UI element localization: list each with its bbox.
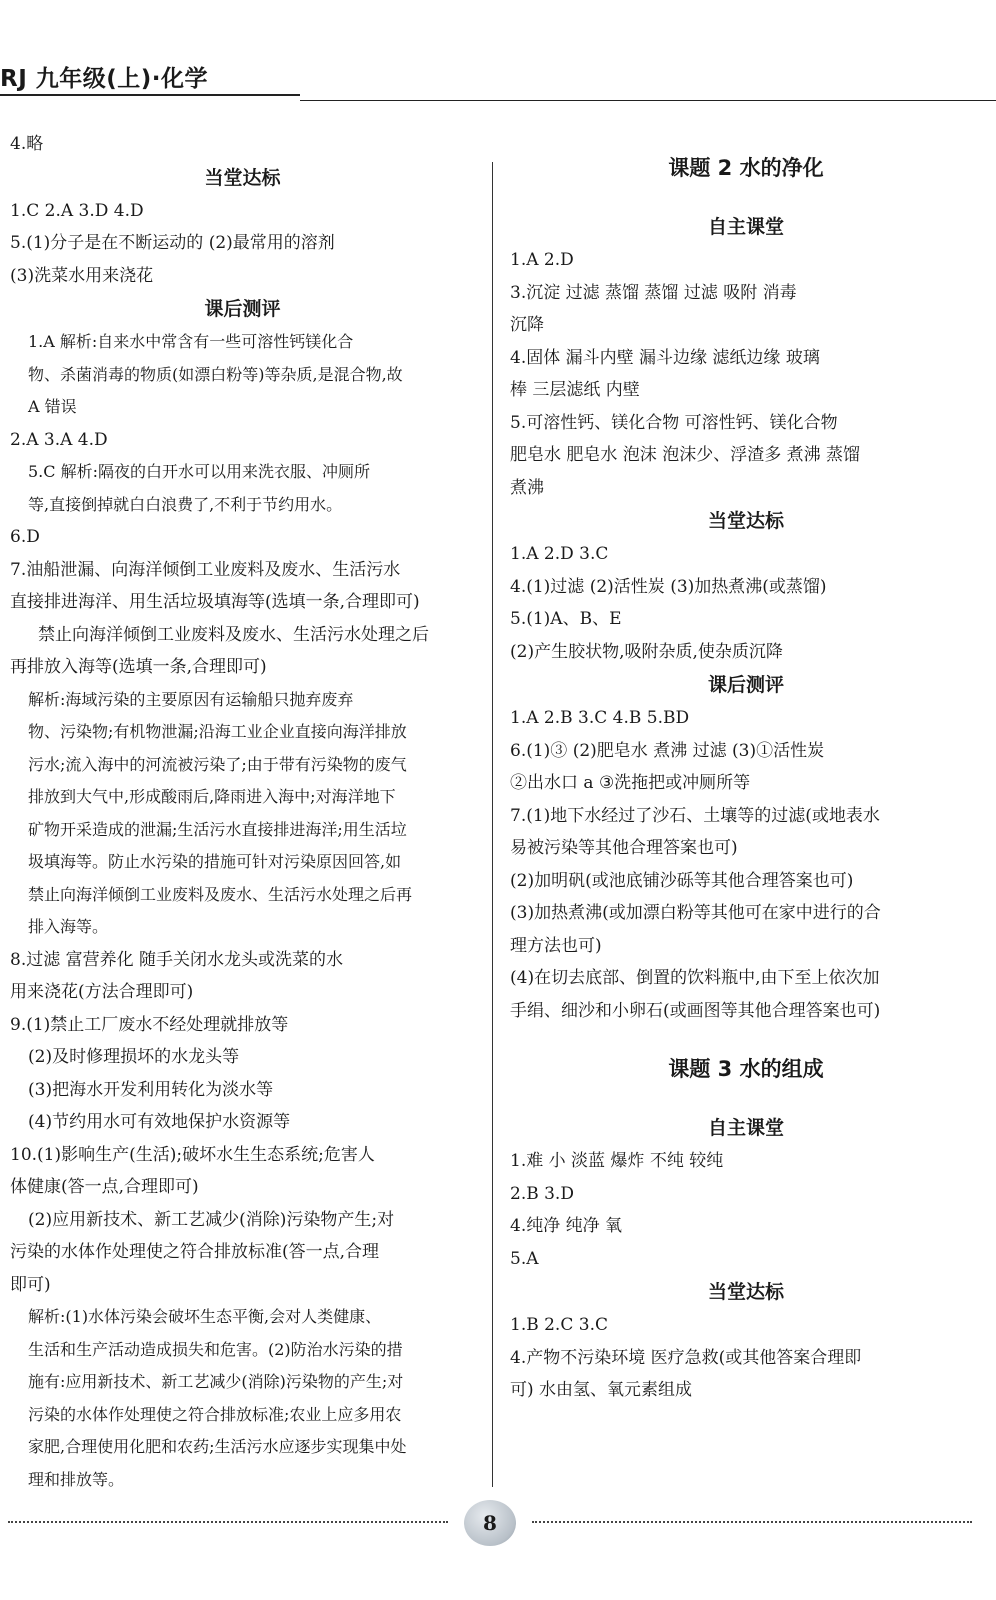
header-rule-thin [300,100,996,101]
spacer [510,1087,982,1111]
right-column [510,150,982,1407]
answer-line: 棒 三层滤纸 内壁 [510,380,640,400]
answer-line: 可) 水由氢、氧元素组成 [510,1380,693,1400]
answer-line: 1.C 2.A 3.D 4.D [10,200,144,221]
answer-line: 体健康(答一点,合理即可) [10,1177,199,1197]
footer-dotted-rule-left [8,1521,448,1523]
answer-line: 8.过滤 富营养化 随手关闭水龙头或洗菜的水 [10,949,344,970]
answer-line: (3)洗菜水用来浇花 [10,265,154,286]
analysis-line: 解析:(1)水体污染会破坏生态平衡,会对人类健康、 [28,1307,382,1326]
section-heading: 当堂达标 [204,166,281,189]
answer-line: 4.产物不污染环境 医疗急救(或其他答案合理即 [510,1347,862,1368]
answer-line: 4.略 [10,134,44,154]
answer-line: 4.(1)过滤 (2)活性炭 (3)加热煮沸(或蒸馏) [510,576,827,597]
footer-dotted-rule-right [532,1521,972,1523]
answer-line: 6.(1)③ (2)肥皂水 煮沸 过滤 (3)①活性炭 [510,740,825,761]
analysis-line: 圾填海等。防止水污染的措施可针对污染原因回答,如 [28,852,402,871]
answer-line: 6.D [10,527,40,547]
section-heading: 课后测评 [204,298,281,320]
answer-line: 1.B 2.C 3.C [510,1315,608,1335]
analysis-line: 禁止向海洋倾倒工业废料及废水、生活污水处理之后再 [28,884,413,904]
answer-line: (2)及时修理损坏的水龙头等 [28,1047,240,1067]
analysis-line: 排入海等。 [28,917,109,936]
answer-line: 再排放入海等(选填一条,合理即可) [10,657,267,677]
answer-line: 1.A 2.D [510,250,574,270]
spacer [510,1027,982,1051]
spacer [510,186,982,210]
analysis-line: 排放到大气中,形成酸雨后,降雨进入海中;对海洋地下 [28,787,396,806]
lesson-title: 课题 3 水的组成 [668,1057,824,1081]
section-heading: 当堂达标 [707,1281,784,1303]
section-heading: 自主课堂 [707,1117,784,1139]
answer-line: 手绢、细沙和小卵石(或画图等其他合理答案也可) [510,1000,881,1021]
answer-line: 9.(1)禁止工厂废水不经处理就排放等 [10,1014,289,1035]
answer-line: 2.A 3.A 4.D [10,429,108,450]
answer-line: 肥皂水 肥皂水 泡沫 泡沫少、浮渣多 煮沸 蒸馏 [510,445,861,465]
section-heading: 当堂达标 [707,510,784,532]
answer-line: (4)节约用水可有效地保护水资源等 [28,1112,291,1132]
answer-line: 5.(1)A、B、E [510,609,622,629]
answer-line: 5.A [510,1248,539,1269]
answer-line: 理方法也可) [510,935,602,956]
answer-line: (3)把海水开发利用转化为淡水等 [28,1079,274,1100]
answer-line: 污染的水体作处理使之符合排放标准(答一点,合理 [10,1242,380,1262]
answer-line: (2)加明矾(或池底铺沙砾等其他合理答案也可) [510,870,854,891]
answer-line: 4.固体 漏斗内壁 漏斗边缘 滤纸边缘 玻璃 [510,347,820,368]
analysis-line: 矿物开采造成的泄漏;生活污水直接排进海洋;用生活垃 [28,819,407,839]
analysis-line: 生活和生产活动造成损失和危害。(2)防治水污染的措 [28,1339,403,1359]
analysis-line: 5.C 解析:隔夜的白开水可以用来洗衣服、冲厕所 [28,462,370,481]
section-heading: 课后测评 [707,674,784,696]
answer-line: 用来浇花(方法合理即可) [10,982,194,1002]
answer-line: 10.(1)影响生产(生活);破坏水生生态系统;危害人 [10,1144,375,1165]
answer-line: 2.B 3.D [510,1183,574,1204]
answer-line: (3)加热煮沸(或加漂白粉等其他可在家中进行的合 [510,903,881,923]
answer-line: 禁止向海洋倾倒工业废料及废水、生活污水处理之后 [38,624,429,645]
analysis-line: 污染的水体作处理使之符合排放标准;农业上应多用农 [28,1404,402,1424]
answer-line: 5.(1)分子是在不断运动的 (2)最常用的溶剂 [10,233,335,253]
section-heading: 自主课堂 [707,216,784,238]
answer-line: 4.纯净 纯净 氧 [510,1216,623,1236]
analysis-line: 1.A 解析:自来水中常含有一些可溶性钙镁化合 [28,332,354,351]
answer-line: (4)在切去底部、倒置的饮料瓶中,由下至上依次加 [510,968,880,988]
analysis-line: 解析:海域污染的主要原因有运输船只抛弃废弃 [28,689,354,709]
analysis-line: 家肥,合理使用化肥和农药;生活污水应逐步实现集中处 [28,1437,407,1456]
lesson-title: 课题 2 水的净化 [668,156,824,180]
answer-line: 1.A 2.D 3.C [510,544,609,564]
answer-line: 即可) [10,1274,51,1295]
answer-line: 5.可溶性钙、镁化合物 可溶性钙、镁化合物 [510,412,838,433]
answer-line: 7.(1)地下水经过了沙石、土壤等的过滤(或地表水 [510,805,880,826]
answer-line: 7.油船泄漏、向海洋倾倒工业废料及废水、生活污水 [10,559,401,580]
answer-line: (2)产生胶状物,吸附杂质,使杂质沉降 [510,641,783,662]
analysis-line: 物、杀菌消毒的物质(如漂白粉等)等杂质,是混合物,故 [28,364,403,384]
analysis-line: 物、污染物;有机物泄漏;沿海工业企业直接向海洋排放 [28,722,407,741]
answer-line: (2)应用新技术、新工艺减少(消除)污染物产生;对 [28,1209,395,1230]
analysis-line: A 错误 [28,397,77,416]
answer-line: 3.沉淀 过滤 蒸馏 蒸馏 过滤 吸附 消毒 [510,282,797,303]
header-rule [0,94,300,96]
analysis-line: 污水;流入海中的河流被污染了;由于带有污染物的废气 [28,754,407,774]
answer-line: 1.难 小 淡蓝 爆炸 不纯 较纯 [510,1151,724,1171]
page-header-title: RJ 九年级(上)·化学 [0,66,209,92]
left-column [10,128,475,1496]
analysis-line: 施有:应用新技术、新工艺减少(消除)污染物的产生;对 [28,1372,404,1391]
answer-line: 易被污染等其他合理答案也可) [510,838,738,858]
answer-line: 1.A 2.B 3.C 4.B 5.BD [510,708,690,728]
analysis-line: 理和排放等。 [28,1469,125,1489]
analysis-line: 等,直接倒掉就白白浪费了,不利于节约用水。 [28,494,343,514]
answer-line: 直接排进海洋、用生活垃圾填海等(选填一条,合理即可) [10,592,420,612]
answer-line: ②出水口 a ③洗拖把或冲厕所等 [510,773,751,793]
answer-line: 沉降 [510,315,544,335]
answer-line: 煮沸 [510,477,544,498]
page-number: 8 [464,1500,516,1546]
column-divider [492,162,493,1487]
